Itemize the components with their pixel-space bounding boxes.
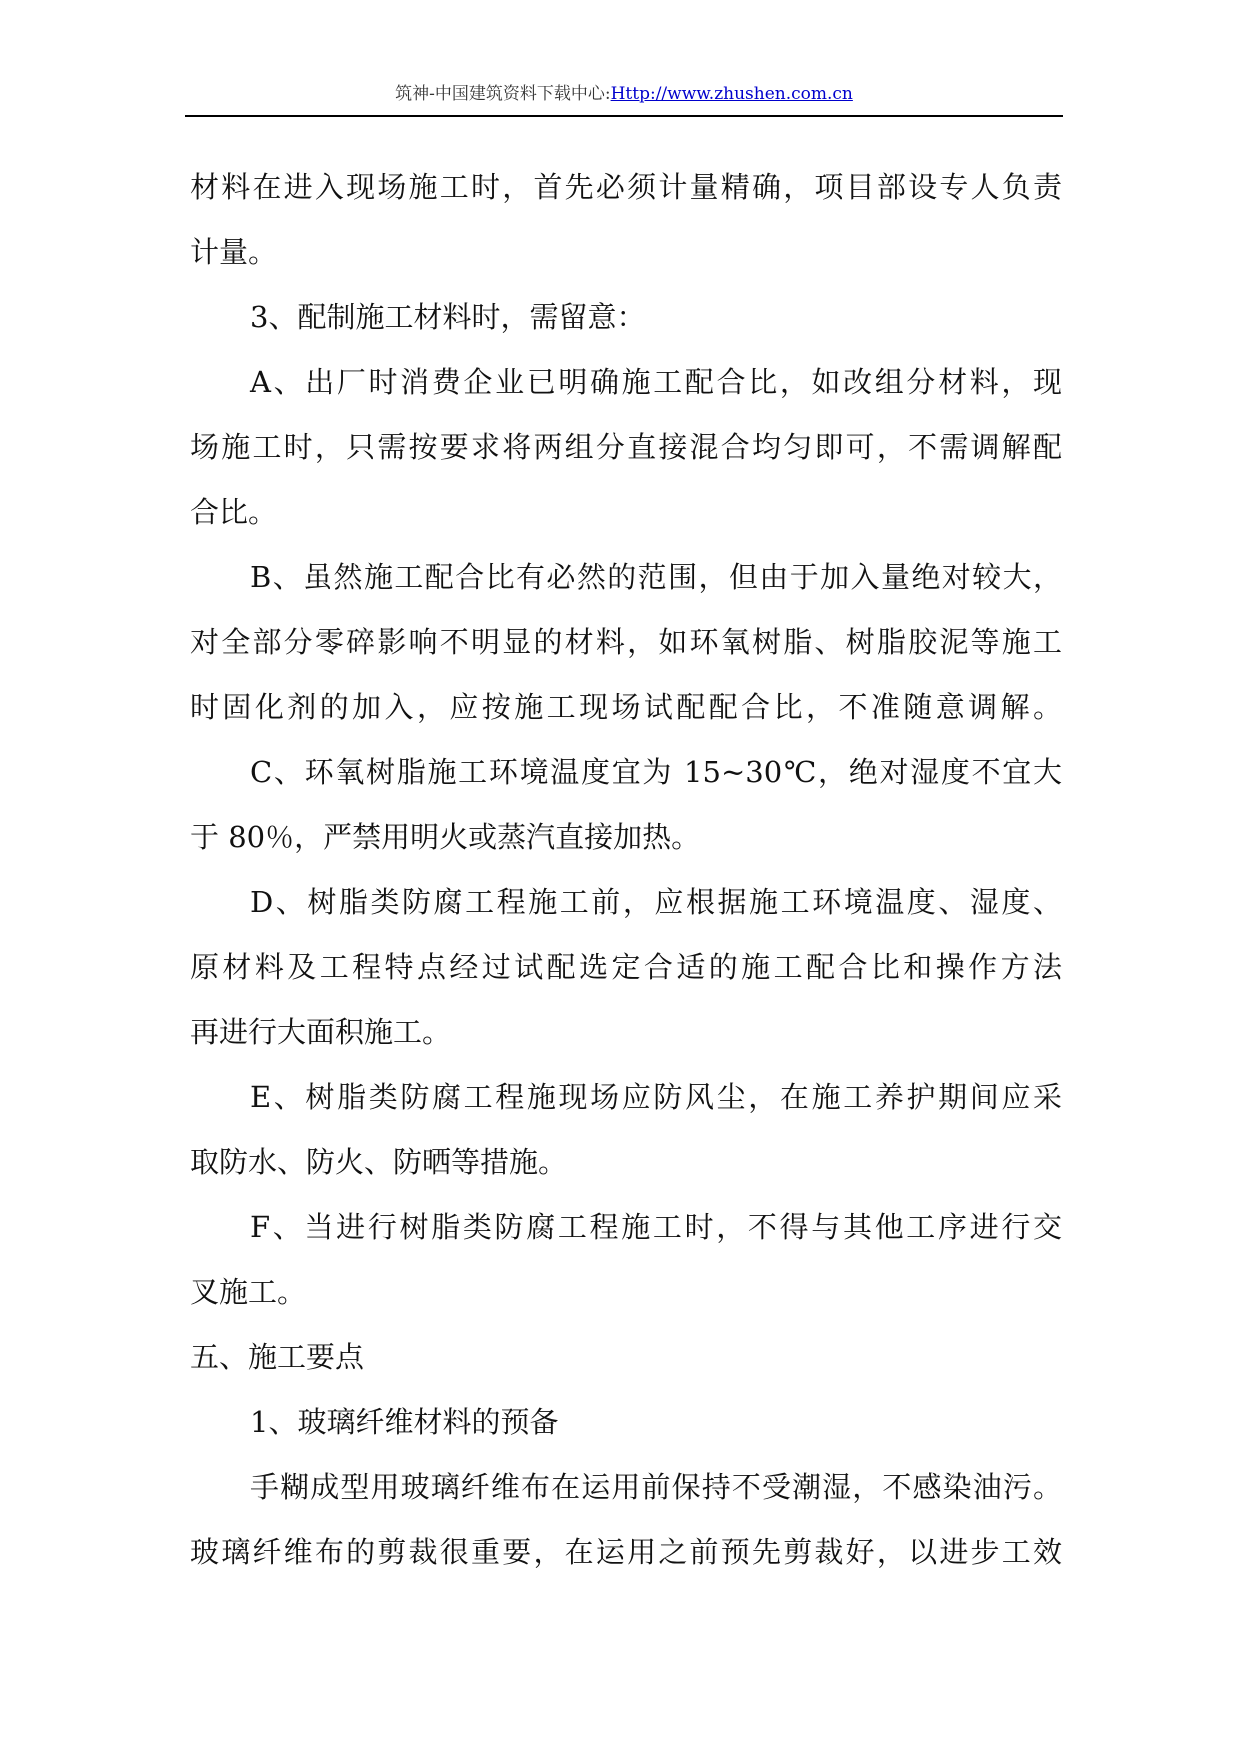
text-line: 取防水、防火、防晒等措施。 [190, 1145, 568, 1179]
text-line: 材料在进入现场施工时，首先必须计量精确，项目部设专人负责 [190, 170, 1062, 204]
text-line: E、树脂类防腐工程施现场应防风尘，在施工养护期间应采 [250, 1080, 1062, 1114]
text-line: 原材料及工程特点经过试配选定合适的施工配合比和操作方法 [190, 950, 1062, 984]
text-line: C、环氧树脂施工环境温度宜为 15~30℃，绝对湿度不宜大 [250, 755, 1062, 789]
subsection-heading: 1、玻璃纤维材料的预备 [250, 1405, 559, 1439]
list-heading: 3、配制施工材料时，需留意： [250, 300, 646, 334]
header-site-text: 筑神-中国建筑资料下载中心: [395, 84, 611, 104]
page-header [185, 82, 1063, 106]
header-divider [185, 115, 1063, 117]
header-link[interactable]: Http://www.zhushen.com.cn [610, 84, 853, 104]
section-heading: 五、施工要点 [190, 1340, 365, 1374]
text-line: 玻璃纤维布的剪裁很重要，在运用之前预先剪裁好，以进步工效 [190, 1535, 1062, 1569]
text-line: 时固化剂的加入，应按施工现场试配配合比，不准随意调解。 [190, 690, 1062, 724]
text-line: 对全部分零碎影响不明显的材料，如环氧树脂、树脂胶泥等施工 [190, 625, 1062, 659]
text-line: F、当进行树脂类防腐工程施工时，不得与其他工序进行交 [250, 1210, 1062, 1244]
text-line: 计量。 [190, 235, 278, 269]
text-line: 于 80％，严禁用明火或蒸汽直接加热。 [190, 820, 701, 854]
text-line: 合比。 [190, 495, 278, 529]
document-body [190, 155, 1062, 1585]
text-line: 场施工时，只需按要求将两组分直接混合均匀即可，不需调解配 [190, 430, 1062, 464]
text-line: D、树脂类防腐工程施工前，应根据施工环境温度、湿度、 [250, 885, 1062, 919]
text-line: 手糊成型用玻璃纤维布在运用前保持不受潮湿，不感染油污。 [250, 1470, 1062, 1504]
text-line: A、出厂时消费企业已明确施工配合比，如改组分材料，现 [250, 365, 1062, 399]
text-line: 再进行大面积施工。 [190, 1015, 452, 1049]
text-line: B、虽然施工配合比有必然的范围，但由于加入量绝对较大， [250, 560, 1062, 594]
text-line: 叉施工。 [190, 1275, 307, 1309]
